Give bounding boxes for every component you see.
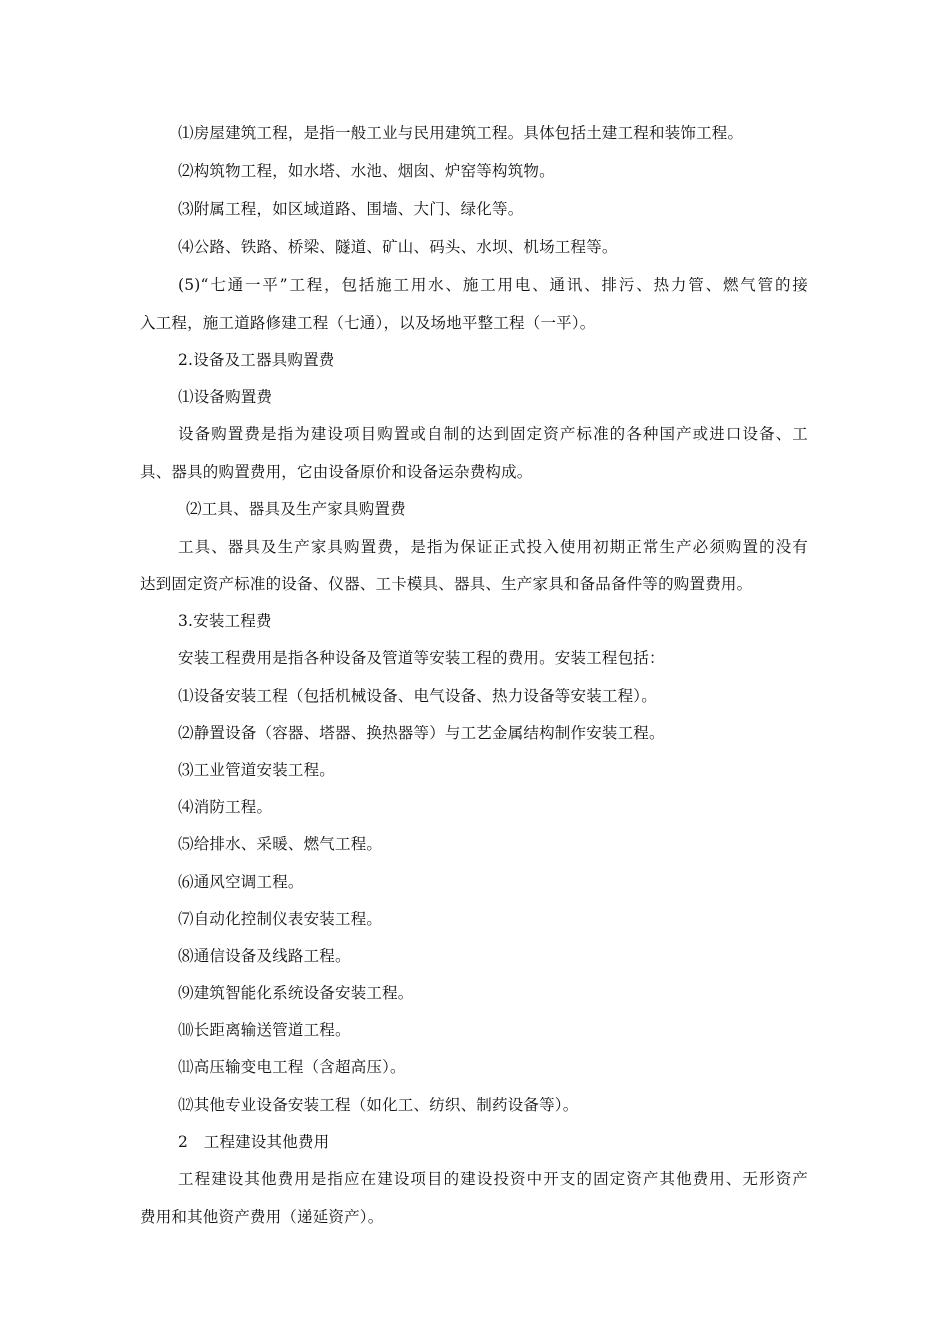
subsection-heading: ⑵工具、器具及生产家具购置费 bbox=[186, 500, 406, 518]
list-item: ⑼建筑智能化系统设备安装工程。 bbox=[178, 984, 414, 1002]
list-item: ⑸给排水、采暖、燃气工程。 bbox=[178, 835, 383, 853]
list-item: ⑷消防工程。 bbox=[178, 798, 273, 816]
list-item: ⑺自动化控制仪表安装工程。 bbox=[178, 910, 383, 928]
list-item: ⑵静置设备（容器、塔器、换热器等）与工艺金属结构制作安装工程。 bbox=[178, 724, 665, 742]
list-item: ⑶工业管道安装工程。 bbox=[178, 761, 336, 779]
section-heading: 2 工程建设其他费用 bbox=[178, 1133, 330, 1151]
paragraph-line: 安装工程费用是指各种设备及管道等安装工程的费用。安装工程包括： bbox=[178, 649, 665, 667]
list-item: ⑵构筑物工程，如水塔、水池、烟囱、炉窑等构筑物。 bbox=[178, 162, 555, 180]
list-item: ⑾高压输变电工程（含超高压）。 bbox=[178, 1058, 406, 1076]
paragraph-line: (5)“七通一平”工程，包括施工用水、施工用电、通讯、排污、热力管、燃气管的接 bbox=[178, 276, 808, 294]
list-item: ⑴设备安装工程（包括机械设备、电气设备、热力设备等安装工程）。 bbox=[178, 687, 657, 705]
paragraph-line: 具、器具的购置费用，它由设备原价和设备运杂费构成。 bbox=[140, 463, 533, 481]
list-item: ⑹通风空调工程。 bbox=[178, 873, 304, 891]
paragraph-line: 设备购置费是指为建设项目购置或自制的达到固定资产标准的各种国产或进口设备、工 bbox=[178, 425, 808, 443]
paragraph-line: 达到固定资产标准的设备、仪器、工卡模具、器具、生产家具和备品备件等的购置费用。 bbox=[140, 575, 753, 593]
paragraph-line: 费用和其他资产费用（递延资产）。 bbox=[140, 1208, 384, 1226]
paragraph-line: 工程建设其他费用是指应在建设项目的建设投资中开支的固定资产其他费用、无形资产 bbox=[178, 1170, 808, 1188]
list-item: ⑽长距离输送管道工程。 bbox=[178, 1021, 351, 1039]
list-item: ⑿其他专业设备安装工程（如化工、纺织、制药设备等）。 bbox=[178, 1096, 579, 1114]
paragraph-line: 入工程，施工道路修建工程（七通），以及场地平整工程（一平）。 bbox=[140, 314, 596, 332]
list-item: ⑶附属工程，如区域道路、围墙、大门、绿化等。 bbox=[178, 200, 524, 218]
list-item: ⑻通信设备及线路工程。 bbox=[178, 947, 351, 965]
paragraph-line: 工具、器具及生产家具购置费，是指为保证正式投入使用初期正常生产必须购置的没有 bbox=[178, 538, 808, 556]
subsection-heading: ⑴设备购置费 bbox=[178, 388, 273, 406]
list-item: ⑷公路、铁路、桥梁、隧道、矿山、码头、水坝、机场工程等。 bbox=[178, 238, 618, 256]
section-heading: 2.设备及工器具购置费 bbox=[178, 351, 335, 369]
section-heading: 3.安装工程费 bbox=[178, 612, 272, 630]
list-item: ⑴房屋建筑工程，是指一般工业与民用建筑工程。具体包括土建工程和装饰工程。 bbox=[178, 124, 744, 142]
